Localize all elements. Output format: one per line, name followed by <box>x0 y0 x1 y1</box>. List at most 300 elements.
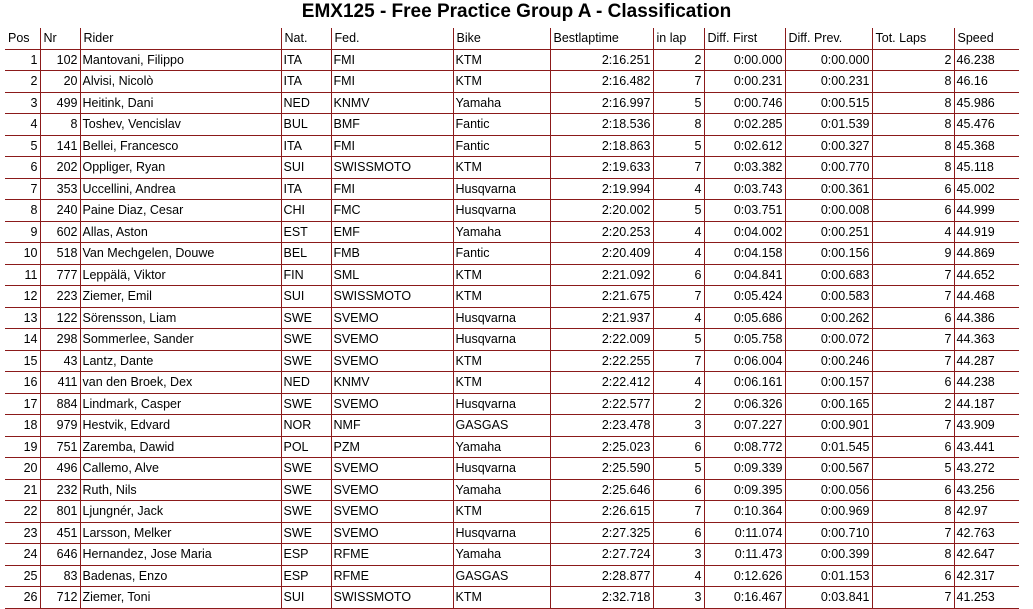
cell-fed: PZM <box>331 436 453 458</box>
cell-in-lap: 4 <box>653 372 704 394</box>
cell-in-lap: 4 <box>653 307 704 329</box>
cell-diff-first: 0:00.000 <box>704 49 785 71</box>
cell-speed: 42.763 <box>954 522 1019 544</box>
column-header-pos: Pos <box>5 28 40 49</box>
cell-rider: Mantovani, Filippo <box>80 49 281 71</box>
cell-fed: FMI <box>331 49 453 71</box>
cell-in-lap: 3 <box>653 587 704 609</box>
cell-speed: 44.187 <box>954 393 1019 415</box>
cell-fed: SVEMO <box>331 393 453 415</box>
cell-in-lap: 6 <box>653 479 704 501</box>
classification-table <box>5 28 1019 609</box>
cell-tot-laps: 7 <box>872 415 954 437</box>
cell-tot-laps: 2 <box>872 49 954 71</box>
cell-speed: 42.647 <box>954 544 1019 566</box>
cell-diff-prev: 0:00.072 <box>785 329 872 351</box>
cell-fed: SWISSMOTO <box>331 587 453 609</box>
table-row <box>5 221 1019 243</box>
cell-in-lap: 3 <box>653 415 704 437</box>
table-row <box>5 178 1019 200</box>
cell-nat: ITA <box>281 49 331 71</box>
cell-rider: Bellei, Francesco <box>80 135 281 157</box>
cell-in-lap: 7 <box>653 350 704 372</box>
cell-nr: 20 <box>40 71 80 93</box>
cell-fed: FMI <box>331 135 453 157</box>
cell-bestlaptime: 2:20.002 <box>550 200 653 222</box>
cell-bestlaptime: 2:21.092 <box>550 264 653 286</box>
cell-bestlaptime: 2:22.255 <box>550 350 653 372</box>
cell-bestlaptime: 2:21.937 <box>550 307 653 329</box>
cell-pos: 5 <box>5 135 40 157</box>
table-row <box>5 135 1019 157</box>
cell-nr: 411 <box>40 372 80 394</box>
cell-diff-first: 0:00.746 <box>704 92 785 114</box>
cell-in-lap: 3 <box>653 544 704 566</box>
table-row <box>5 372 1019 394</box>
cell-diff-prev: 0:00.251 <box>785 221 872 243</box>
cell-diff-first: 0:06.004 <box>704 350 785 372</box>
cell-diff-prev: 0:01.539 <box>785 114 872 136</box>
cell-nat: SWE <box>281 393 331 415</box>
cell-in-lap: 6 <box>653 436 704 458</box>
cell-nat: ESP <box>281 565 331 587</box>
cell-speed: 44.919 <box>954 221 1019 243</box>
cell-bike: Yamaha <box>453 221 550 243</box>
cell-fed: SVEMO <box>331 501 453 523</box>
cell-bestlaptime: 2:16.251 <box>550 49 653 71</box>
cell-nat: SWE <box>281 458 331 480</box>
cell-diff-first: 0:00.231 <box>704 71 785 93</box>
cell-bike: KTM <box>453 350 550 372</box>
cell-fed: NMF <box>331 415 453 437</box>
cell-diff-first: 0:10.364 <box>704 501 785 523</box>
cell-nat: BEL <box>281 243 331 265</box>
cell-nat: FIN <box>281 264 331 286</box>
cell-bike: KTM <box>453 264 550 286</box>
column-header-bestlaptime: Bestlaptime <box>550 28 653 49</box>
cell-speed: 43.256 <box>954 479 1019 501</box>
table-row <box>5 565 1019 587</box>
cell-tot-laps: 6 <box>872 565 954 587</box>
cell-bike: Husqvarna <box>453 458 550 480</box>
cell-nr: 646 <box>40 544 80 566</box>
cell-diff-prev: 0:00.231 <box>785 71 872 93</box>
table-row <box>5 200 1019 222</box>
cell-diff-first: 0:16.467 <box>704 587 785 609</box>
cell-in-lap: 4 <box>653 243 704 265</box>
cell-in-lap: 4 <box>653 178 704 200</box>
cell-rider: Heitink, Dani <box>80 92 281 114</box>
cell-nat: POL <box>281 436 331 458</box>
cell-nr: 43 <box>40 350 80 372</box>
page-title: EMX125 - Free Practice Group A - Classification <box>301 1 732 22</box>
cell-fed: FMB <box>331 243 453 265</box>
table-row <box>5 329 1019 351</box>
cell-bike: GASGAS <box>453 565 550 587</box>
cell-diff-prev: 0:00.008 <box>785 200 872 222</box>
cell-nat: ITA <box>281 178 331 200</box>
cell-nat: CHI <box>281 200 331 222</box>
cell-rider: van den Broek, Dex <box>80 372 281 394</box>
cell-diff-first: 0:05.686 <box>704 307 785 329</box>
cell-pos: 17 <box>5 393 40 415</box>
cell-pos: 15 <box>5 350 40 372</box>
table-row <box>5 522 1019 544</box>
table-row <box>5 49 1019 71</box>
table-row <box>5 436 1019 458</box>
cell-in-lap: 5 <box>653 458 704 480</box>
cell-rider: Lantz, Dante <box>80 350 281 372</box>
cell-speed: 44.999 <box>954 200 1019 222</box>
cell-nr: 353 <box>40 178 80 200</box>
table-row <box>5 264 1019 286</box>
cell-tot-laps: 8 <box>872 92 954 114</box>
cell-pos: 11 <box>5 264 40 286</box>
table-row <box>5 286 1019 308</box>
cell-bestlaptime: 2:27.325 <box>550 522 653 544</box>
table-row <box>5 479 1019 501</box>
cell-nat: ESP <box>281 544 331 566</box>
cell-bestlaptime: 2:19.633 <box>550 157 653 179</box>
cell-rider: Leppälä, Viktor <box>80 264 281 286</box>
cell-tot-laps: 6 <box>872 436 954 458</box>
cell-bike: Husqvarna <box>453 393 550 415</box>
cell-rider: Van Mechgelen, Douwe <box>80 243 281 265</box>
cell-nr: 496 <box>40 458 80 480</box>
cell-rider: Ljungnér, Jack <box>80 501 281 523</box>
cell-bike: Fantic <box>453 243 550 265</box>
cell-fed: KNMV <box>331 92 453 114</box>
cell-diff-first: 0:09.339 <box>704 458 785 480</box>
cell-tot-laps: 2 <box>872 393 954 415</box>
cell-speed: 44.287 <box>954 350 1019 372</box>
cell-in-lap: 7 <box>653 71 704 93</box>
cell-bike: KTM <box>453 49 550 71</box>
cell-diff-first: 0:06.326 <box>704 393 785 415</box>
cell-bestlaptime: 2:19.994 <box>550 178 653 200</box>
cell-pos: 1 <box>5 49 40 71</box>
cell-speed: 46.238 <box>954 49 1019 71</box>
cell-bike: Fantic <box>453 114 550 136</box>
cell-nat: SUI <box>281 286 331 308</box>
column-header-tot-laps: Tot. Laps <box>872 28 954 49</box>
cell-bestlaptime: 2:25.590 <box>550 458 653 480</box>
cell-diff-prev: 0:03.841 <box>785 587 872 609</box>
cell-speed: 44.869 <box>954 243 1019 265</box>
cell-bike: KTM <box>453 71 550 93</box>
cell-diff-prev: 0:01.545 <box>785 436 872 458</box>
cell-in-lap: 4 <box>653 565 704 587</box>
cell-diff-prev: 0:00.399 <box>785 544 872 566</box>
cell-tot-laps: 8 <box>872 544 954 566</box>
cell-diff-first: 0:12.626 <box>704 565 785 587</box>
cell-pos: 16 <box>5 372 40 394</box>
cell-speed: 44.363 <box>954 329 1019 351</box>
cell-nr: 518 <box>40 243 80 265</box>
cell-diff-prev: 0:00.056 <box>785 479 872 501</box>
cell-diff-first: 0:03.751 <box>704 200 785 222</box>
column-header-nr: Nr <box>40 28 80 49</box>
cell-nr: 223 <box>40 286 80 308</box>
cell-nr: 979 <box>40 415 80 437</box>
cell-bestlaptime: 2:20.253 <box>550 221 653 243</box>
cell-nat: NOR <box>281 415 331 437</box>
cell-nat: SWE <box>281 501 331 523</box>
cell-diff-prev: 0:00.683 <box>785 264 872 286</box>
cell-bestlaptime: 2:27.724 <box>550 544 653 566</box>
cell-fed: SWISSMOTO <box>331 157 453 179</box>
cell-diff-first: 0:11.074 <box>704 522 785 544</box>
cell-pos: 18 <box>5 415 40 437</box>
cell-in-lap: 7 <box>653 501 704 523</box>
cell-pos: 9 <box>5 221 40 243</box>
cell-in-lap: 6 <box>653 522 704 544</box>
cell-in-lap: 8 <box>653 114 704 136</box>
cell-rider: Alvisi, Nicolò <box>80 71 281 93</box>
cell-diff-first: 0:02.612 <box>704 135 785 157</box>
table-row <box>5 415 1019 437</box>
cell-tot-laps: 8 <box>872 71 954 93</box>
column-header-nat: Nat. <box>281 28 331 49</box>
table-row <box>5 393 1019 415</box>
cell-bestlaptime: 2:25.023 <box>550 436 653 458</box>
cell-bestlaptime: 2:22.412 <box>550 372 653 394</box>
cell-rider: Callemo, Alve <box>80 458 281 480</box>
cell-speed: 45.476 <box>954 114 1019 136</box>
cell-speed: 43.909 <box>954 415 1019 437</box>
cell-pos: 21 <box>5 479 40 501</box>
column-header-diff-first: Diff. First <box>704 28 785 49</box>
cell-pos: 20 <box>5 458 40 480</box>
table-row <box>5 544 1019 566</box>
cell-pos: 23 <box>5 522 40 544</box>
cell-fed: RFME <box>331 565 453 587</box>
cell-rider: Toshev, Vencislav <box>80 114 281 136</box>
cell-bike: Husqvarna <box>453 307 550 329</box>
cell-bike: Yamaha <box>453 436 550 458</box>
cell-in-lap: 5 <box>653 329 704 351</box>
cell-nat: EST <box>281 221 331 243</box>
cell-diff-prev: 0:00.246 <box>785 350 872 372</box>
cell-speed: 45.368 <box>954 135 1019 157</box>
cell-bestlaptime: 2:22.009 <box>550 329 653 351</box>
cell-nr: 801 <box>40 501 80 523</box>
table-row <box>5 114 1019 136</box>
cell-rider: Ziemer, Emil <box>80 286 281 308</box>
cell-bike: Yamaha <box>453 92 550 114</box>
cell-diff-prev: 0:00.165 <box>785 393 872 415</box>
cell-diff-first: 0:07.227 <box>704 415 785 437</box>
table-row <box>5 458 1019 480</box>
cell-nat: SWE <box>281 479 331 501</box>
cell-nr: 712 <box>40 587 80 609</box>
cell-pos: 26 <box>5 587 40 609</box>
column-header-diff-prev: Diff. Prev. <box>785 28 872 49</box>
cell-diff-first: 0:06.161 <box>704 372 785 394</box>
cell-tot-laps: 7 <box>872 522 954 544</box>
table-row <box>5 243 1019 265</box>
cell-in-lap: 5 <box>653 200 704 222</box>
cell-rider: Sörensson, Liam <box>80 307 281 329</box>
cell-bestlaptime: 2:23.478 <box>550 415 653 437</box>
cell-diff-prev: 0:00.515 <box>785 92 872 114</box>
cell-speed: 41.253 <box>954 587 1019 609</box>
cell-tot-laps: 7 <box>872 286 954 308</box>
cell-nr: 499 <box>40 92 80 114</box>
cell-bestlaptime: 2:28.877 <box>550 565 653 587</box>
cell-bike: KTM <box>453 372 550 394</box>
cell-diff-prev: 0:00.770 <box>785 157 872 179</box>
cell-fed: SVEMO <box>331 479 453 501</box>
cell-diff-first: 0:04.158 <box>704 243 785 265</box>
cell-diff-first: 0:11.473 <box>704 544 785 566</box>
cell-nat: NED <box>281 372 331 394</box>
cell-bestlaptime: 2:21.675 <box>550 286 653 308</box>
cell-tot-laps: 8 <box>872 157 954 179</box>
cell-diff-prev: 0:00.583 <box>785 286 872 308</box>
cell-diff-first: 0:03.382 <box>704 157 785 179</box>
cell-tot-laps: 9 <box>872 243 954 265</box>
cell-speed: 45.986 <box>954 92 1019 114</box>
cell-rider: Zaremba, Dawid <box>80 436 281 458</box>
cell-diff-first: 0:04.002 <box>704 221 785 243</box>
cell-diff-prev: 0:00.157 <box>785 372 872 394</box>
cell-pos: 13 <box>5 307 40 329</box>
cell-speed: 45.118 <box>954 157 1019 179</box>
cell-tot-laps: 7 <box>872 587 954 609</box>
cell-bike: Husqvarna <box>453 522 550 544</box>
cell-tot-laps: 6 <box>872 479 954 501</box>
cell-nat: SWE <box>281 350 331 372</box>
cell-fed: SML <box>331 264 453 286</box>
cell-tot-laps: 8 <box>872 501 954 523</box>
cell-nr: 240 <box>40 200 80 222</box>
cell-nat: ITA <box>281 135 331 157</box>
cell-nat: SWE <box>281 329 331 351</box>
cell-bestlaptime: 2:16.997 <box>550 92 653 114</box>
cell-tot-laps: 6 <box>872 178 954 200</box>
cell-diff-first: 0:03.743 <box>704 178 785 200</box>
cell-rider: Allas, Aston <box>80 221 281 243</box>
table-row <box>5 92 1019 114</box>
cell-diff-prev: 0:00.361 <box>785 178 872 200</box>
cell-speed: 43.441 <box>954 436 1019 458</box>
cell-nr: 141 <box>40 135 80 157</box>
cell-nr: 602 <box>40 221 80 243</box>
cell-rider: Badenas, Enzo <box>80 565 281 587</box>
cell-fed: EMF <box>331 221 453 243</box>
cell-fed: SVEMO <box>331 350 453 372</box>
cell-nat: SUI <box>281 157 331 179</box>
table-row <box>5 587 1019 609</box>
column-header-bike: Bike <box>453 28 550 49</box>
cell-pos: 12 <box>5 286 40 308</box>
cell-pos: 8 <box>5 200 40 222</box>
table-row <box>5 307 1019 329</box>
cell-in-lap: 2 <box>653 393 704 415</box>
cell-bike: GASGAS <box>453 415 550 437</box>
cell-pos: 3 <box>5 92 40 114</box>
cell-nat: SUI <box>281 587 331 609</box>
cell-rider: Paine Diaz, Cesar <box>80 200 281 222</box>
cell-bike: Fantic <box>453 135 550 157</box>
cell-in-lap: 2 <box>653 49 704 71</box>
cell-nat: SWE <box>281 307 331 329</box>
cell-bike: Husqvarna <box>453 329 550 351</box>
cell-fed: SVEMO <box>331 307 453 329</box>
column-header-in-lap: in lap <box>653 28 704 49</box>
cell-bike: KTM <box>453 157 550 179</box>
cell-pos: 7 <box>5 178 40 200</box>
cell-pos: 10 <box>5 243 40 265</box>
cell-fed: SVEMO <box>331 329 453 351</box>
cell-diff-prev: 0:00.262 <box>785 307 872 329</box>
cell-nr: 83 <box>40 565 80 587</box>
cell-speed: 44.386 <box>954 307 1019 329</box>
cell-tot-laps: 6 <box>872 200 954 222</box>
cell-rider: Larsson, Melker <box>80 522 281 544</box>
cell-bestlaptime: 2:20.409 <box>550 243 653 265</box>
cell-nr: 102 <box>40 49 80 71</box>
cell-fed: FMC <box>331 200 453 222</box>
table-row <box>5 350 1019 372</box>
cell-rider: Hestvik, Edvard <box>80 415 281 437</box>
cell-tot-laps: 8 <box>872 114 954 136</box>
column-header-speed: Speed <box>954 28 1019 49</box>
cell-rider: Ruth, Nils <box>80 479 281 501</box>
cell-fed: SVEMO <box>331 458 453 480</box>
cell-in-lap: 5 <box>653 135 704 157</box>
cell-in-lap: 7 <box>653 286 704 308</box>
cell-bestlaptime: 2:22.577 <box>550 393 653 415</box>
cell-nr: 8 <box>40 114 80 136</box>
cell-rider: Lindmark, Casper <box>80 393 281 415</box>
cell-nr: 777 <box>40 264 80 286</box>
cell-rider: Hernandez, Jose Maria <box>80 544 281 566</box>
cell-tot-laps: 5 <box>872 458 954 480</box>
cell-nr: 298 <box>40 329 80 351</box>
cell-bestlaptime: 2:18.536 <box>550 114 653 136</box>
cell-tot-laps: 7 <box>872 329 954 351</box>
cell-bike: KTM <box>453 286 550 308</box>
cell-rider: Uccellini, Andrea <box>80 178 281 200</box>
cell-in-lap: 7 <box>653 157 704 179</box>
cell-diff-first: 0:09.395 <box>704 479 785 501</box>
cell-bestlaptime: 2:25.646 <box>550 479 653 501</box>
cell-nr: 451 <box>40 522 80 544</box>
cell-diff-prev: 0:00.156 <box>785 243 872 265</box>
cell-diff-first: 0:08.772 <box>704 436 785 458</box>
column-header-rider: Rider <box>80 28 281 49</box>
cell-speed: 46.16 <box>954 71 1019 93</box>
cell-in-lap: 4 <box>653 221 704 243</box>
cell-speed: 42.317 <box>954 565 1019 587</box>
cell-pos: 22 <box>5 501 40 523</box>
cell-diff-prev: 0:00.000 <box>785 49 872 71</box>
cell-pos: 24 <box>5 544 40 566</box>
cell-bike: Husqvarna <box>453 200 550 222</box>
cell-pos: 2 <box>5 71 40 93</box>
cell-diff-first: 0:02.285 <box>704 114 785 136</box>
cell-nat: BUL <box>281 114 331 136</box>
cell-bike: Yamaha <box>453 479 550 501</box>
cell-tot-laps: 4 <box>872 221 954 243</box>
cell-tot-laps: 6 <box>872 372 954 394</box>
cell-diff-prev: 0:00.567 <box>785 458 872 480</box>
cell-bestlaptime: 2:26.615 <box>550 501 653 523</box>
cell-tot-laps: 7 <box>872 264 954 286</box>
cell-speed: 44.652 <box>954 264 1019 286</box>
